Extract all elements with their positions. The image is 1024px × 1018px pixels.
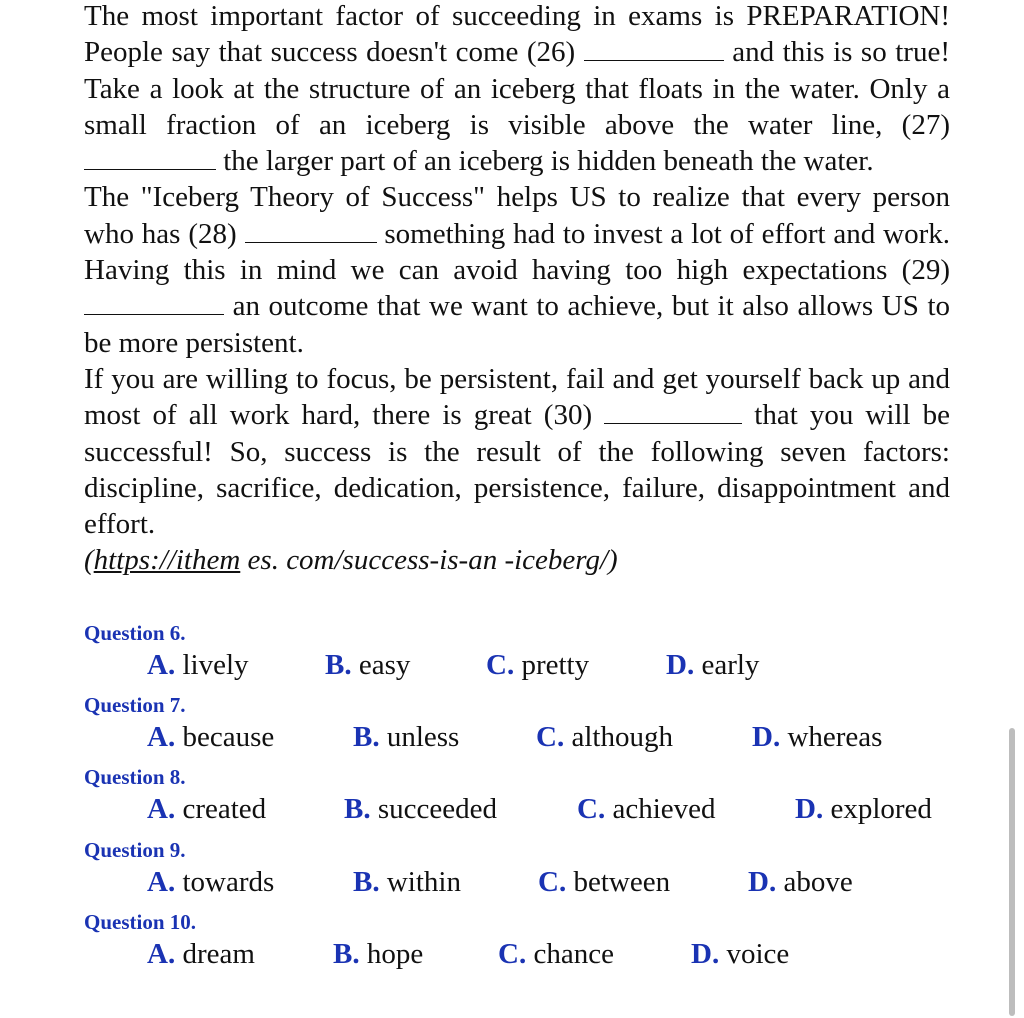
question-6-label: Question 6.: [84, 621, 186, 645]
option-letter: C.: [538, 866, 567, 898]
question-8-label: Question 8.: [84, 765, 186, 789]
option-text: within: [379, 866, 461, 898]
option-letter: C.: [498, 938, 527, 970]
option-letter: B.: [353, 866, 380, 898]
blank-26: [584, 36, 724, 61]
q7-option-d[interactable]: [752, 721, 882, 754]
q10-option-a[interactable]: [147, 938, 255, 971]
vertical-scrollbar[interactable]: [1009, 728, 1015, 1016]
option-text: dream: [175, 938, 255, 970]
q8-option-a[interactable]: [147, 793, 266, 826]
option-letter: B.: [344, 793, 371, 825]
option-text: unless: [379, 721, 460, 753]
option-text: although: [564, 721, 673, 753]
option-text: between: [566, 866, 671, 898]
blank-28: [245, 218, 377, 243]
q6-option-a[interactable]: [147, 649, 249, 682]
paragraph-3: [84, 361, 950, 542]
q6-option-b[interactable]: [325, 649, 410, 682]
blank-30: [604, 399, 742, 424]
option-text: lively: [175, 649, 249, 681]
option-letter: A.: [147, 721, 176, 753]
q7-option-a[interactable]: [147, 721, 274, 754]
p1-text-a: The most important factor of succeeding in exams is PREPARATION! People say that success doesn't come (26): [84, 0, 950, 69]
reading-passage: [84, 0, 950, 579]
q9-option-d[interactable]: [748, 866, 853, 899]
q9-option-a[interactable]: [147, 866, 274, 899]
option-letter: A.: [147, 938, 176, 970]
p2-text-a: The "Iceberg Theory of Success" helps US to realize that every person who has (28): [84, 181, 950, 250]
option-letter: B.: [325, 649, 352, 681]
option-letter: B.: [353, 721, 380, 753]
q9-option-b[interactable]: [353, 866, 461, 899]
q8-option-d[interactable]: [795, 793, 932, 826]
option-text: voice: [719, 938, 790, 970]
option-letter: C.: [486, 649, 515, 681]
option-letter: B.: [333, 938, 360, 970]
blank-29: [84, 290, 224, 315]
option-text: created: [175, 793, 267, 825]
option-text: chance: [526, 938, 614, 970]
option-text: because: [175, 721, 275, 753]
option-letter: D.: [752, 721, 781, 753]
question-10-label: Question 10.: [84, 910, 197, 934]
q10-option-d[interactable]: [691, 938, 789, 971]
p1-text-c: the larger part of an iceberg is hidden beneath the water.: [216, 145, 874, 178]
q8-option-b[interactable]: [344, 793, 497, 826]
q8-option-c[interactable]: [577, 793, 716, 826]
option-letter: D.: [748, 866, 777, 898]
option-text: explored: [823, 793, 932, 825]
p3-text-b: that you will be successful! So, success is the result of the following seven factors: discipline, sacrifice, dedication, persistence, failure, disappointment and effort.: [84, 399, 950, 541]
option-letter: C.: [577, 793, 606, 825]
question-7-label: Question 7.: [84, 693, 186, 717]
paragraph-2: [84, 179, 950, 360]
option-text: succeeded: [370, 793, 497, 825]
option-letter: C.: [536, 721, 565, 753]
q6-option-d[interactable]: [666, 649, 759, 682]
paragraph-1: [84, 0, 950, 179]
source-open: (: [84, 544, 94, 577]
p2-text-c: an outcome that we want to achieve, but it also allows US to be more persistent.: [84, 290, 950, 359]
option-letter: D.: [666, 649, 695, 681]
p3-text-a: If you are willing to focus, be persistent, fail and get yourself back up and most of all work hard, there is great (30): [84, 362, 950, 432]
option-text: achieved: [605, 793, 716, 825]
option-letter: A.: [147, 793, 176, 825]
source-rest: es. com/success-is-an -iceberg/): [240, 544, 618, 577]
option-letter: A.: [147, 649, 176, 681]
source-citation: [84, 542, 950, 578]
option-text: towards: [175, 866, 275, 898]
option-letter: D.: [795, 793, 824, 825]
option-text: easy: [351, 649, 411, 681]
blank-27: [84, 145, 216, 170]
q10-option-b[interactable]: [333, 938, 423, 971]
option-text: early: [694, 649, 760, 681]
p2-text-b: something had to invest a lot of effort and work. Having this in mind we can avoid having too high expectations (29): [84, 217, 950, 287]
q7-option-b[interactable]: [353, 721, 459, 754]
option-text: hope: [359, 938, 424, 970]
q9-option-c[interactable]: [538, 866, 670, 899]
source-link[interactable]: https://ithem: [93, 544, 241, 577]
option-text: pretty: [514, 649, 590, 681]
option-text: whereas: [780, 721, 883, 753]
option-letter: A.: [147, 866, 176, 898]
option-text: above: [776, 866, 853, 898]
option-letter: D.: [691, 938, 720, 970]
q6-option-c[interactable]: [486, 649, 589, 682]
question-9-label: Question 9.: [84, 838, 186, 862]
p1-text-b: and this is so true! Take a look at the structure of an iceberg that floats in the water. Only a small fraction of an iceberg is visible above the water line, (27): [84, 36, 950, 141]
q10-option-c[interactable]: [498, 938, 614, 971]
q7-option-c[interactable]: [536, 721, 673, 754]
